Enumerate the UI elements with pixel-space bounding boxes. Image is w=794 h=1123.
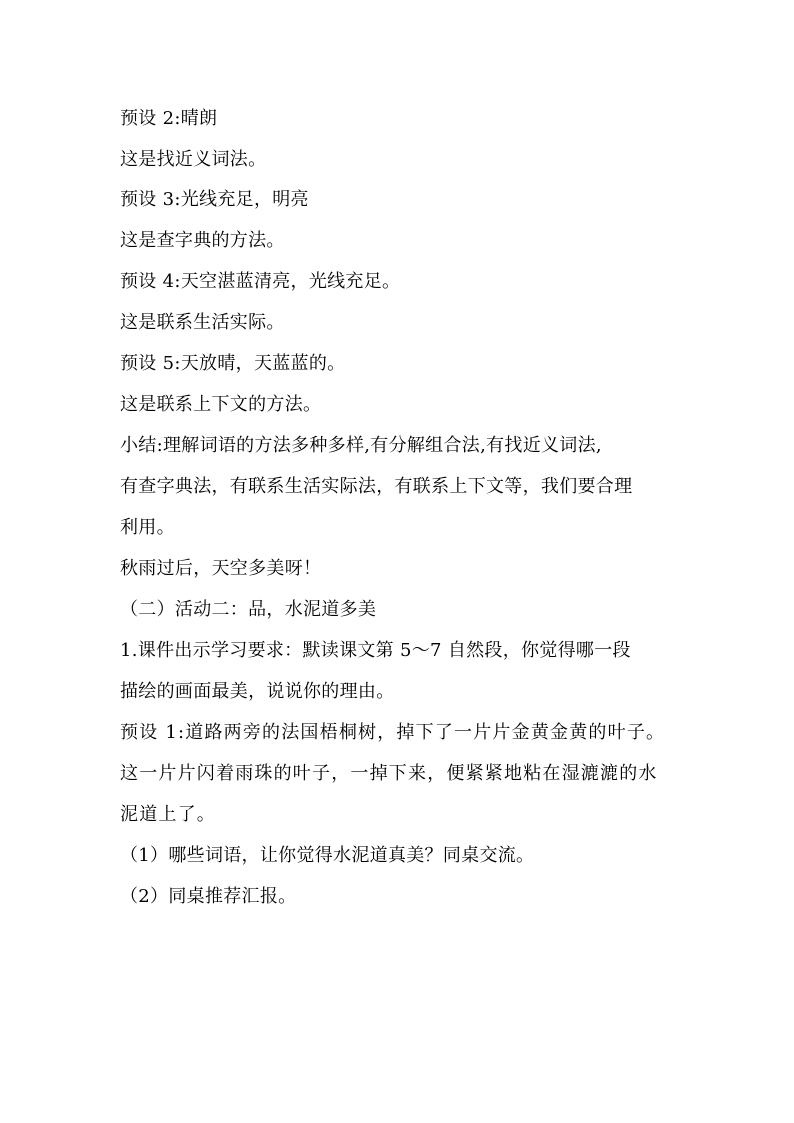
section-heading: （二）活动二：品，水泥道多美 (120, 599, 377, 620)
text-line: 有查字典法，有联系生活实际法，有联系上下文等，我们要合理 (120, 476, 633, 497)
text-line: 这是联系上下文的方法。 (120, 394, 322, 415)
text-line: 这是联系生活实际。 (120, 312, 285, 333)
text-line: （2）同桌推荐汇报。 (120, 886, 297, 907)
text-line: 小结:理解词语的方法多种多样,有分解组合法,有找近义词法, (120, 435, 602, 456)
text-line: 预设 5:天放晴，天蓝蓝的。 (120, 353, 346, 374)
text-line: 1.课件出示学习要求：默读课文第 5～7 自然段，你觉得哪一段 (120, 640, 631, 661)
text-line: 泥道上了。 (120, 804, 216, 825)
text-line: 这一片片闪着雨珠的叶子，一掉下来，便紧紧地粘在湿漉漉的水 (120, 763, 658, 784)
text-line: 这是查字典的方法。 (120, 230, 285, 251)
text-line: 这是找近义词法。 (120, 149, 267, 170)
text-line: 预设 1:道路两旁的法国梧桐树，掉下了一片片金黄金黄的叶子。 (120, 722, 666, 743)
text-line: 预设 3:光线充足，明亮 (120, 189, 309, 210)
text-line: 利用。 (120, 517, 175, 538)
text-line: 秋雨过后，天空多美呀！ (120, 558, 322, 579)
text-line: 预设 2:晴朗 (120, 108, 218, 129)
text-line: 预设 4:天空湛蓝清亮，光线充足。 (120, 271, 401, 292)
text-line: 描绘的画面最美，说说你的理由。 (120, 681, 395, 702)
text-line: （1）哪些词语，让你觉得水泥道真美？同桌交流。 (120, 845, 535, 866)
